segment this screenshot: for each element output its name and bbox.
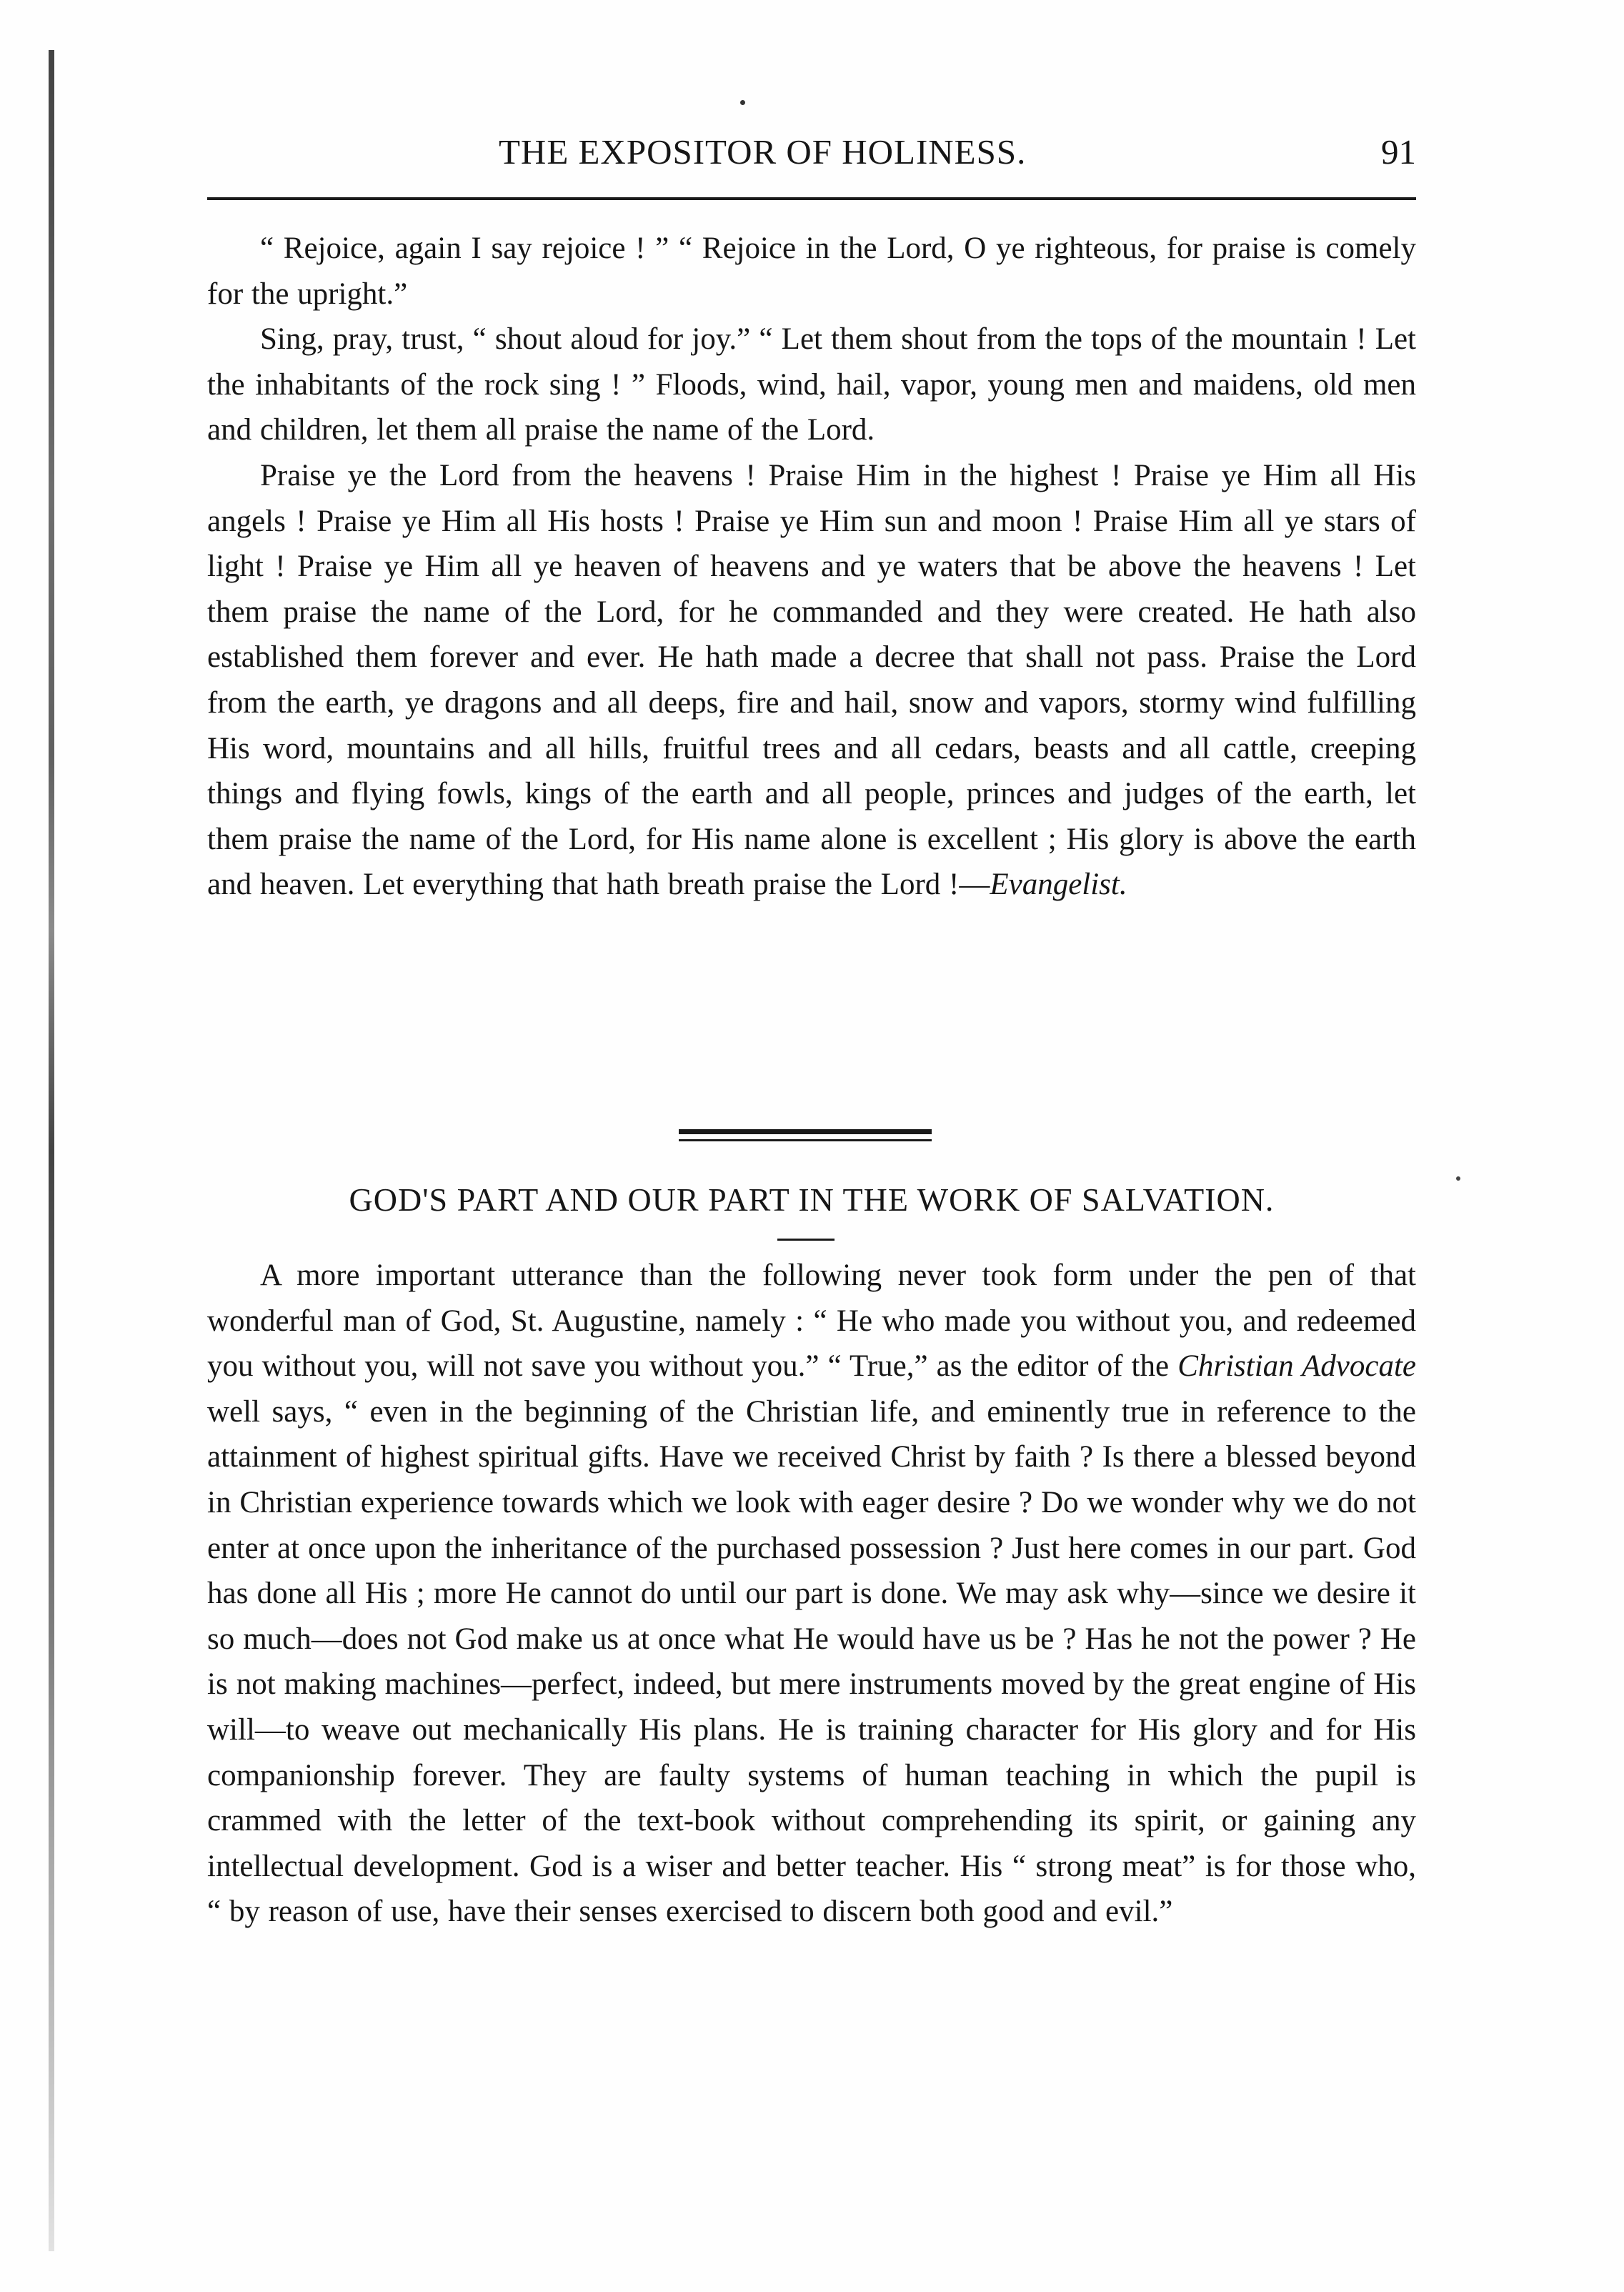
paragraph-text: Praise ye the Lord from the heavens ! Praise Him in the highest ! Praise ye Him all His angels ! Praise ye Him all His hosts ! Praise ye Him sun and moon ! Praise Him all ye stars of light ! Praise ye Him all ye heaven of heavens and ye waters that be above the heavens ! Let them praise the name of the Lord, for he commanded and they were created. He hath also established them forever and ever. He hath made a decree that shall not pass. Praise the Lord from the earth, ye dragons and all deeps, fire and hail, snow and vapors, stormy wind fulfilling His word, mountains and all hills, fruitful trees and all cedars, beasts and all cattle, creeping things and flying fowls, kings of the earth and all people, princes and judges of the earth, let them praise the name of the Lord, for His name alone is excellent ; His glory is above the earth and heaven. Let everything that hath breath praise the Lord !—	[207, 458, 1416, 902]
page-number: 91	[1381, 132, 1416, 172]
article-title: GOD'S PART AND OUR PART IN THE WORK OF SALVATION.	[349, 1181, 1275, 1218]
running-title: THE EXPOSITOR OF HOLINESS.	[499, 132, 1027, 172]
paragraph-text: Sing, pray, trust, “ shout aloud for joy.” “ Let them shout from the tops of the mountain ! Let the inhabitants of the rock sing ! ” Floods, wind, hail, vapor, young men and maidens, old men and children, let them all praise the name of the Lord.	[207, 322, 1416, 447]
section-divider	[679, 1129, 932, 1134]
binding-edge	[49, 50, 54, 2251]
paragraph-text: well says, “ even in the beginning of the Christian life, and eminently true in reference to the attainment of highest spiritual gifts. Have we received Christ by faith ? Is there a blessed beyond in Christian experience towards which we look with eager desire ? Do we wonder why we do not enter at once upon the inheritance of the purchased possession ? Just here comes in our part. God has done all His ; more He cannot do until our part is done. We may ask why—since we desire it so much—does not God make us at once what He would have us be ? Has he not the power ? He is not making machines—perfect, indeed, but mere instruments moved by the great engine of His will—to weave out mechanically His plans. He is training character for His glory and for His companionship forever. They are faulty systems of human teaching in which the pupil is crammed with the letter of the text-book without comprehending its spirit, or gaining any intellectual development. God is a wiser and better teacher. His “ strong meat” is for those who, “ by reason of use, have their senses exercised to discern both good and evil.”	[207, 1394, 1416, 1929]
paragraph: “ Rejoice, again I say rejoice ! ” “ Rejoice in the Lord, O ye righteous, for praise is comely for the upright.”	[207, 232, 1416, 311]
header-rule	[207, 197, 1416, 200]
paragraph	[207, 317, 1416, 453]
article-praise	[207, 226, 1416, 908]
paragraph	[207, 453, 1416, 908]
ink-speck	[740, 100, 745, 105]
ink-speck	[1456, 1176, 1460, 1181]
source-credit: Evangelist.	[990, 868, 1127, 902]
periodical-title: Christian Advocate	[1177, 1349, 1416, 1384]
paragraph	[207, 1253, 1416, 1935]
page-header	[207, 127, 1416, 184]
article-salvation	[207, 1253, 1416, 1935]
paragraph-text: A more important utterance than the following never took form under the pen of that wonderful man of God, St. Augustine, namely : “ He who made you without you, and redeemed you without you, will not save you without you.” “ True,” as the editor of the	[207, 1259, 1416, 1384]
title-rule	[777, 1239, 835, 1241]
section-divider	[679, 1139, 932, 1141]
